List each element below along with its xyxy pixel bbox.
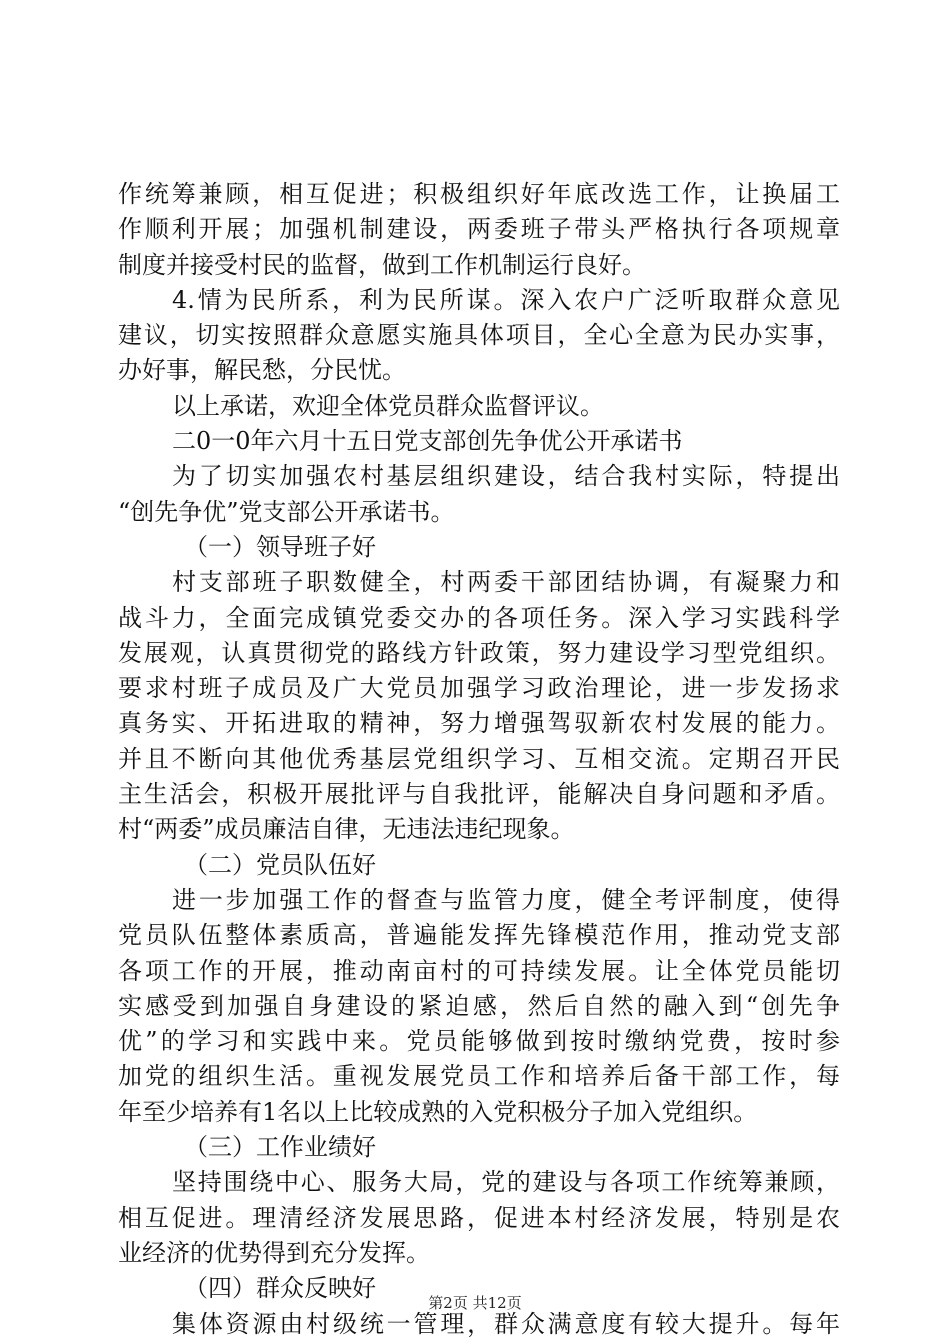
- text-line: 优”的学习和实践中来。党员能够做到按时缴纳党费，按时参: [118, 1027, 840, 1056]
- text-line: 实感受到加强自身建设的紧迫感，然后自然的融入到“创先争: [118, 991, 840, 1020]
- document-body: [118, 177, 840, 1342]
- text-line: 制度并接受村民的监督，做到工作机制运行良好。: [118, 250, 646, 279]
- text-line: 发展观，认真贯彻党的路线方针政策，努力建设学习型党组织。: [118, 638, 840, 667]
- text-line: 并且不断向其他优秀基层党组织学习、互相交流。定期召开民: [118, 744, 840, 773]
- section-heading: （二）党员队伍好: [184, 850, 376, 879]
- text-line: 战斗力，全面完成镇党委交办的各项任务。深入学习实践科学: [118, 603, 840, 632]
- section-heading: （三）工作业绩好: [184, 1133, 376, 1162]
- text-line: 村支部班子职数健全，村两委干部团结协调，有凝聚力和: [172, 568, 840, 597]
- text-line: 作顺利开展；加强机制建设，两委班子带头严格执行各项规章: [118, 215, 840, 244]
- text-line: 为了切实加强农村基层组织建设，结合我村实际，特提出: [172, 462, 840, 491]
- text-line: 二0一0年六月十五日党支部创先争优公开承诺书: [172, 427, 683, 456]
- text-line: 业经济的优势得到充分发挥。: [118, 1238, 430, 1267]
- text-line: 真务实、开拓进取的精神，努力增强驾驭新农村发展的能力。: [118, 709, 840, 738]
- page-footer: 第2页 共12页: [428, 1294, 522, 1312]
- section-heading: （一）领导班子好: [184, 532, 376, 561]
- text-line: 相互促进。理清经济发展思路，促进本村经济发展，特别是农: [118, 1203, 840, 1232]
- text-line: 办好事，解民愁，分民忧。: [118, 356, 406, 385]
- text-line: “创先争优”党支部公开承诺书。: [118, 497, 455, 526]
- text-line: 加党的组织生活。重视发展党员工作和培养后备干部工作，每: [118, 1062, 840, 1091]
- section-heading: （四）群众反映好: [184, 1274, 376, 1303]
- text-line: 村“两委”成员廉洁自律，无违法违纪现象。: [118, 815, 575, 844]
- text-line: 进一步加强工作的督查与监管力度，健全考评制度，使得: [172, 885, 840, 914]
- text-line: 年至少培养有1名以上比较成熟的入党积极分子加入党组织。: [118, 1097, 758, 1126]
- text-line: 要求村班子成员及广大党员加强学习政治理论，进一步发扬求: [118, 674, 840, 703]
- text-line: 集体资源由村级统一管理，群众满意度有较大提升。每年: [172, 1309, 840, 1338]
- text-line: 党员队伍整体素质高，普遍能发挥先锋模范作用，推动党支部: [118, 921, 840, 950]
- text-line: 坚持围绕中心、服务大局，党的建设与各项工作统筹兼顾，: [172, 1168, 840, 1197]
- text-line: 以上承诺，欢迎全体党员群众监督评议。: [172, 391, 604, 420]
- text-line: 4.情为民所系，利为民所谋。深入农户广泛听取群众意见: [172, 285, 840, 314]
- text-line: 建议，切实按照群众意愿实施具体项目，全心全意为民办实事，: [118, 321, 840, 350]
- text-line: 作统筹兼顾，相互促进；积极组织好年底改选工作，让换届工: [118, 180, 840, 208]
- text-line: 主生活会，积极开展批评与自我批评，能解决自身问题和矛盾。: [118, 780, 840, 809]
- text-line: 各项工作的开展，推动南亩村的可持续发展。让全体党员能切: [118, 956, 840, 985]
